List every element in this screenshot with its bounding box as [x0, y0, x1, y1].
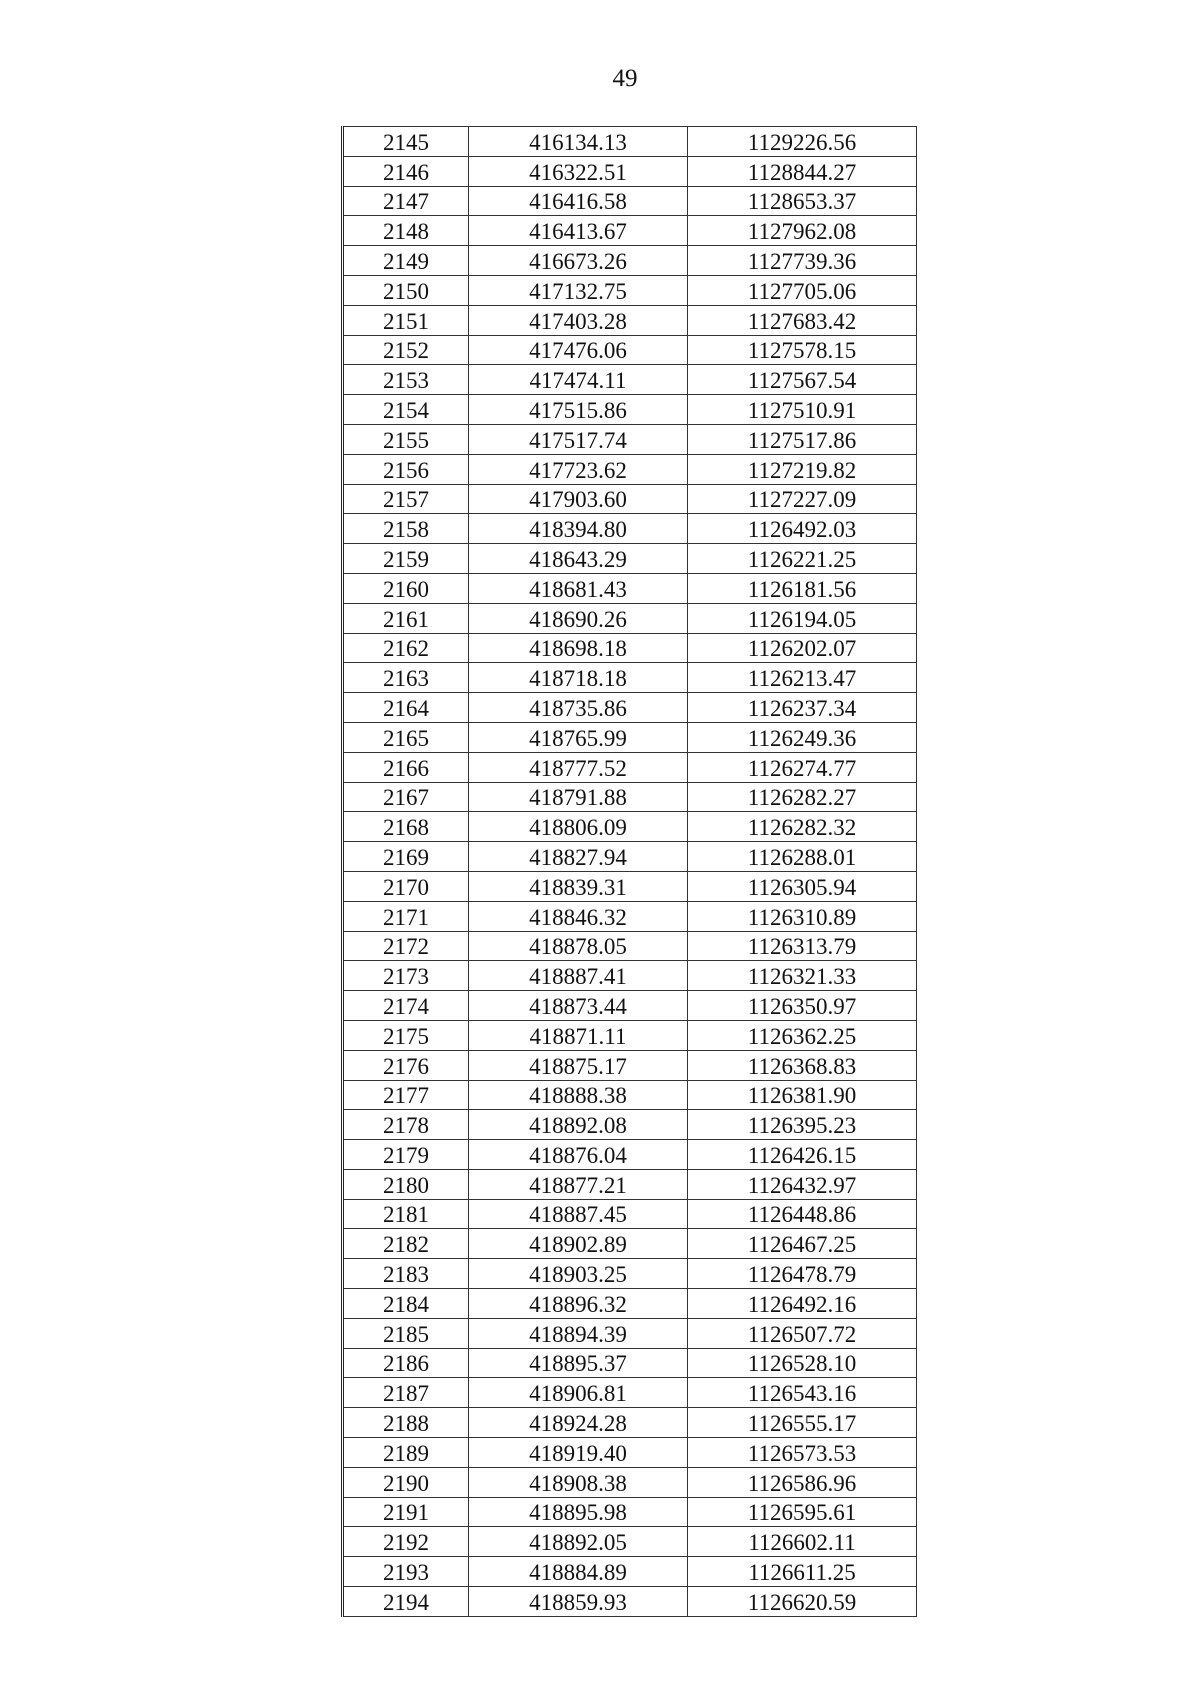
x-coordinate-cell: 418839.31	[469, 871, 688, 901]
table-row	[343, 663, 917, 693]
x-coordinate-cell: 418894.39	[469, 1318, 688, 1348]
point-number-cell: 2180	[343, 1169, 469, 1199]
x-coordinate-cell: 418902.89	[469, 1229, 688, 1259]
point-number-cell: 2148	[343, 216, 469, 246]
point-number-cell: 2189	[343, 1438, 469, 1468]
point-number-cell: 2159	[343, 544, 469, 574]
table-row	[343, 573, 917, 603]
x-coordinate-cell: 418908.38	[469, 1467, 688, 1497]
x-coordinate-cell: 418690.26	[469, 603, 688, 633]
x-coordinate-cell: 417474.11	[469, 365, 688, 395]
y-coordinate-cell: 1126213.47	[688, 663, 917, 693]
x-coordinate-cell: 418924.28	[469, 1408, 688, 1438]
x-coordinate-cell: 418903.25	[469, 1259, 688, 1289]
table-row	[343, 186, 917, 216]
table-row	[343, 544, 917, 574]
point-number-cell: 2146	[343, 156, 469, 186]
table-row	[343, 1140, 917, 1170]
point-number-cell: 2193	[343, 1557, 469, 1587]
table-row	[343, 1080, 917, 1110]
x-coordinate-cell: 418888.38	[469, 1080, 688, 1110]
y-coordinate-cell: 1126368.83	[688, 1050, 917, 1080]
x-coordinate-cell: 417903.60	[469, 484, 688, 514]
x-coordinate-cell: 418777.52	[469, 752, 688, 782]
point-number-cell: 2164	[343, 693, 469, 723]
table-row	[343, 752, 917, 782]
table-row	[343, 1527, 917, 1557]
point-number-cell: 2160	[343, 573, 469, 603]
point-number-cell: 2168	[343, 812, 469, 842]
x-coordinate-cell: 418873.44	[469, 991, 688, 1021]
point-number-cell: 2162	[343, 633, 469, 663]
x-coordinate-cell: 418906.81	[469, 1378, 688, 1408]
x-coordinate-cell: 418919.40	[469, 1438, 688, 1468]
point-number-cell: 2172	[343, 931, 469, 961]
table-row	[343, 842, 917, 872]
table-row	[343, 1259, 917, 1289]
x-coordinate-cell: 418892.05	[469, 1527, 688, 1557]
x-coordinate-cell: 418878.05	[469, 931, 688, 961]
point-number-cell: 2185	[343, 1318, 469, 1348]
table-row	[343, 603, 917, 633]
point-number-cell: 2161	[343, 603, 469, 633]
y-coordinate-cell: 1126426.15	[688, 1140, 917, 1170]
page-number: 49	[612, 65, 638, 92]
y-coordinate-cell: 1126221.25	[688, 544, 917, 574]
x-coordinate-cell: 418896.32	[469, 1289, 688, 1319]
table-row	[343, 1229, 917, 1259]
y-coordinate-cell: 1129226.56	[688, 127, 917, 157]
table-row	[343, 1408, 917, 1438]
x-coordinate-cell: 418806.09	[469, 812, 688, 842]
table-row	[343, 722, 917, 752]
y-coordinate-cell: 1126492.16	[688, 1289, 917, 1319]
table-row	[343, 1587, 917, 1617]
y-coordinate-cell: 1126249.36	[688, 722, 917, 752]
point-number-cell: 2170	[343, 871, 469, 901]
x-coordinate-cell: 418791.88	[469, 782, 688, 812]
table-row	[343, 1050, 917, 1080]
table-row	[343, 1199, 917, 1229]
point-number-cell: 2190	[343, 1467, 469, 1497]
table-row	[343, 395, 917, 425]
point-number-cell: 2154	[343, 395, 469, 425]
y-coordinate-cell: 1126181.56	[688, 573, 917, 603]
point-number-cell: 2192	[343, 1527, 469, 1557]
x-coordinate-cell: 418643.29	[469, 544, 688, 574]
y-coordinate-cell: 1127578.15	[688, 335, 917, 365]
y-coordinate-cell: 1126555.17	[688, 1408, 917, 1438]
point-number-cell: 2169	[343, 842, 469, 872]
point-number-cell: 2182	[343, 1229, 469, 1259]
x-coordinate-cell: 418735.86	[469, 693, 688, 723]
x-coordinate-cell: 418895.98	[469, 1497, 688, 1527]
y-coordinate-cell: 1126350.97	[688, 991, 917, 1021]
table-row	[343, 454, 917, 484]
y-coordinate-cell: 1127683.42	[688, 305, 917, 335]
point-number-cell: 2165	[343, 722, 469, 752]
point-number-cell: 2174	[343, 991, 469, 1021]
point-number-cell: 2155	[343, 424, 469, 454]
table-body	[343, 127, 917, 1617]
x-coordinate-cell: 418875.17	[469, 1050, 688, 1080]
y-coordinate-cell: 1126602.11	[688, 1527, 917, 1557]
table-row	[343, 1557, 917, 1587]
table-row	[343, 1497, 917, 1527]
x-coordinate-cell: 418876.04	[469, 1140, 688, 1170]
y-coordinate-cell: 1126432.97	[688, 1169, 917, 1199]
point-number-cell: 2173	[343, 961, 469, 991]
x-coordinate-cell: 416322.51	[469, 156, 688, 186]
table-row	[343, 1020, 917, 1050]
y-coordinate-cell: 1127962.08	[688, 216, 917, 246]
y-coordinate-cell: 1126321.33	[688, 961, 917, 991]
x-coordinate-cell: 417723.62	[469, 454, 688, 484]
point-number-cell: 2156	[343, 454, 469, 484]
y-coordinate-cell: 1126467.25	[688, 1229, 917, 1259]
x-coordinate-cell: 416413.67	[469, 216, 688, 246]
y-coordinate-cell: 1127510.91	[688, 395, 917, 425]
x-coordinate-cell: 418681.43	[469, 573, 688, 603]
x-coordinate-cell: 416673.26	[469, 246, 688, 276]
point-number-cell: 2178	[343, 1110, 469, 1140]
y-coordinate-cell: 1127567.54	[688, 365, 917, 395]
y-coordinate-cell: 1128844.27	[688, 156, 917, 186]
y-coordinate-cell: 1126611.25	[688, 1557, 917, 1587]
x-coordinate-cell: 416134.13	[469, 127, 688, 157]
table-row	[343, 871, 917, 901]
x-coordinate-cell: 418895.37	[469, 1348, 688, 1378]
point-number-cell: 2179	[343, 1140, 469, 1170]
y-coordinate-cell: 1126448.86	[688, 1199, 917, 1229]
table-row	[343, 1169, 917, 1199]
y-coordinate-cell: 1126282.27	[688, 782, 917, 812]
y-coordinate-cell: 1126492.03	[688, 514, 917, 544]
table-row	[343, 961, 917, 991]
x-coordinate-cell: 418765.99	[469, 722, 688, 752]
x-coordinate-cell: 418859.93	[469, 1587, 688, 1617]
y-coordinate-cell: 1126586.96	[688, 1467, 917, 1497]
x-coordinate-cell: 418877.21	[469, 1169, 688, 1199]
table-row	[343, 1438, 917, 1468]
y-coordinate-cell: 1127739.36	[688, 246, 917, 276]
table-row	[343, 1348, 917, 1378]
table-row	[343, 812, 917, 842]
y-coordinate-cell: 1126202.07	[688, 633, 917, 663]
point-number-cell: 2153	[343, 365, 469, 395]
table-row	[343, 991, 917, 1021]
point-number-cell: 2151	[343, 305, 469, 335]
table-row	[343, 633, 917, 663]
table-row	[343, 1289, 917, 1319]
point-number-cell: 2157	[343, 484, 469, 514]
y-coordinate-cell: 1126381.90	[688, 1080, 917, 1110]
x-coordinate-cell: 418846.32	[469, 901, 688, 931]
x-coordinate-cell: 418394.80	[469, 514, 688, 544]
point-number-cell: 2183	[343, 1259, 469, 1289]
y-coordinate-cell: 1126237.34	[688, 693, 917, 723]
point-number-cell: 2163	[343, 663, 469, 693]
y-coordinate-cell: 1127219.82	[688, 454, 917, 484]
table-row	[343, 1110, 917, 1140]
y-coordinate-cell: 1126478.79	[688, 1259, 917, 1289]
table-row	[343, 514, 917, 544]
point-number-cell: 2184	[343, 1289, 469, 1319]
y-coordinate-cell: 1126274.77	[688, 752, 917, 782]
y-coordinate-cell: 1128653.37	[688, 186, 917, 216]
point-number-cell: 2152	[343, 335, 469, 365]
point-number-cell: 2145	[343, 127, 469, 157]
table-row	[343, 901, 917, 931]
point-number-cell: 2176	[343, 1050, 469, 1080]
x-coordinate-cell: 417403.28	[469, 305, 688, 335]
y-coordinate-cell: 1126313.79	[688, 931, 917, 961]
coordinates-table	[341, 126, 917, 1617]
y-coordinate-cell: 1126282.32	[688, 812, 917, 842]
x-coordinate-cell: 416416.58	[469, 186, 688, 216]
table-row	[343, 275, 917, 305]
table-row	[343, 335, 917, 365]
y-coordinate-cell: 1126620.59	[688, 1587, 917, 1617]
table-row	[343, 156, 917, 186]
y-coordinate-cell: 1126310.89	[688, 901, 917, 931]
table-row	[343, 1318, 917, 1348]
y-coordinate-cell: 1126507.72	[688, 1318, 917, 1348]
x-coordinate-cell: 418718.18	[469, 663, 688, 693]
y-coordinate-cell: 1126395.23	[688, 1110, 917, 1140]
y-coordinate-cell: 1126288.01	[688, 842, 917, 872]
x-coordinate-cell: 418698.18	[469, 633, 688, 663]
point-number-cell: 2186	[343, 1348, 469, 1378]
point-number-cell: 2150	[343, 275, 469, 305]
table-row	[343, 365, 917, 395]
point-number-cell: 2191	[343, 1497, 469, 1527]
point-number-cell: 2158	[343, 514, 469, 544]
x-coordinate-cell: 417476.06	[469, 335, 688, 365]
y-coordinate-cell: 1126543.16	[688, 1378, 917, 1408]
table-row	[343, 305, 917, 335]
table-row	[343, 127, 917, 157]
point-number-cell: 2181	[343, 1199, 469, 1229]
x-coordinate-cell: 418884.89	[469, 1557, 688, 1587]
x-coordinate-cell: 418827.94	[469, 842, 688, 872]
y-coordinate-cell: 1126194.05	[688, 603, 917, 633]
table-row	[343, 782, 917, 812]
table-row	[343, 1467, 917, 1497]
x-coordinate-cell: 418887.41	[469, 961, 688, 991]
point-number-cell: 2166	[343, 752, 469, 782]
table-row	[343, 693, 917, 723]
y-coordinate-cell: 1126305.94	[688, 871, 917, 901]
x-coordinate-cell: 418892.08	[469, 1110, 688, 1140]
point-number-cell: 2188	[343, 1408, 469, 1438]
y-coordinate-cell: 1126595.61	[688, 1497, 917, 1527]
y-coordinate-cell: 1127517.86	[688, 424, 917, 454]
table-row	[343, 1378, 917, 1408]
y-coordinate-cell: 1127227.09	[688, 484, 917, 514]
point-number-cell: 2171	[343, 901, 469, 931]
table-row	[343, 484, 917, 514]
x-coordinate-cell: 417517.74	[469, 424, 688, 454]
point-number-cell: 2149	[343, 246, 469, 276]
point-number-cell: 2194	[343, 1587, 469, 1617]
table-row	[343, 931, 917, 961]
x-coordinate-cell: 418887.45	[469, 1199, 688, 1229]
table-row	[343, 424, 917, 454]
point-number-cell: 2147	[343, 186, 469, 216]
table-row	[343, 246, 917, 276]
point-number-cell: 2175	[343, 1020, 469, 1050]
y-coordinate-cell: 1126573.53	[688, 1438, 917, 1468]
y-coordinate-cell: 1127705.06	[688, 275, 917, 305]
x-coordinate-cell: 417515.86	[469, 395, 688, 425]
point-number-cell: 2187	[343, 1378, 469, 1408]
y-coordinate-cell: 1126362.25	[688, 1020, 917, 1050]
point-number-cell: 2167	[343, 782, 469, 812]
y-coordinate-cell: 1126528.10	[688, 1348, 917, 1378]
table-row	[343, 216, 917, 246]
point-number-cell: 2177	[343, 1080, 469, 1110]
x-coordinate-cell: 417132.75	[469, 275, 688, 305]
x-coordinate-cell: 418871.11	[469, 1020, 688, 1050]
